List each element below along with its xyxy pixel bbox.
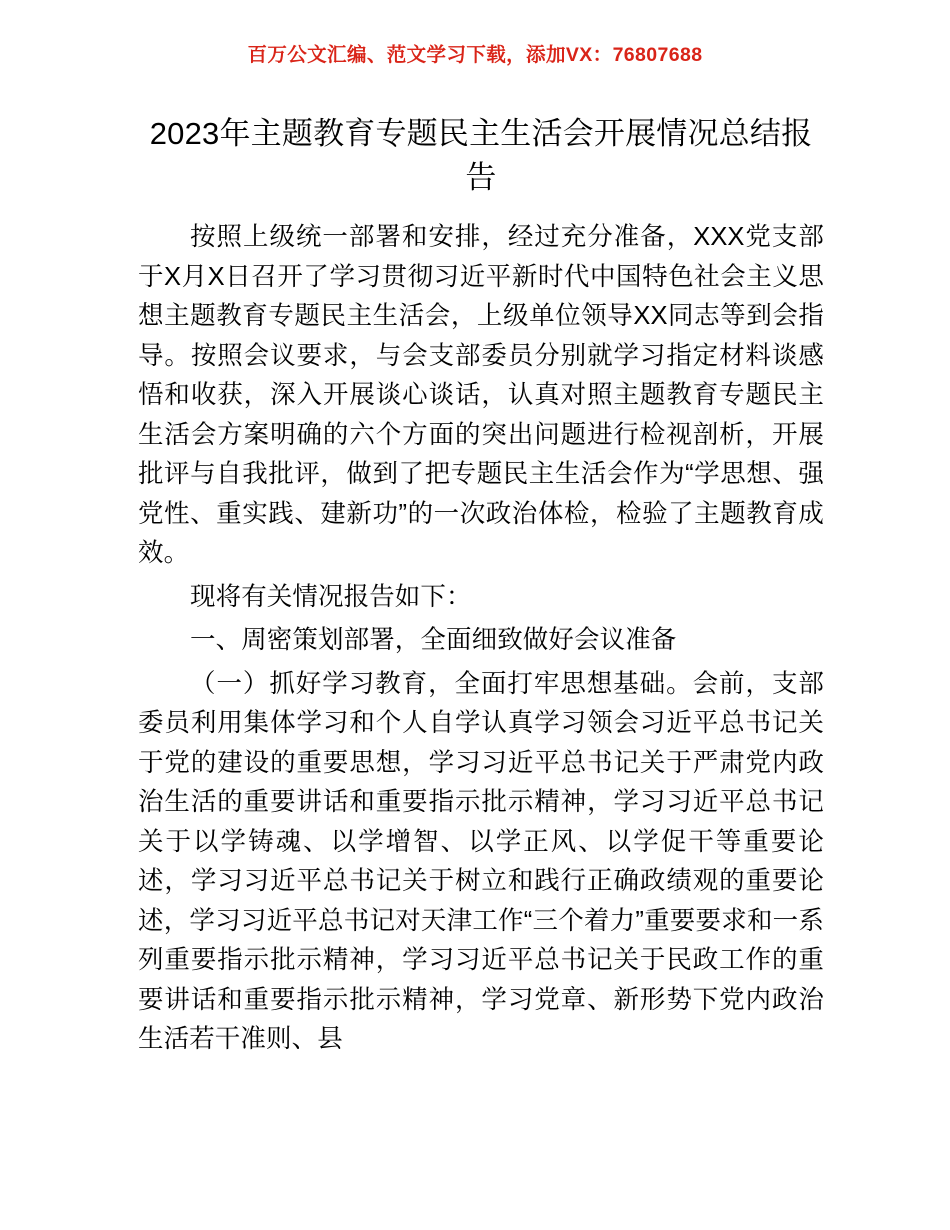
document-title: 2023年主题教育专题民主生活会开展情况总结报告 bbox=[149, 116, 813, 195]
paragraph-subsection-one-a: （一）抓好学习教育，全面打牢思想基础。会前，支部委员利用集体学习和个人自学认真学习领会习近平总书记关于党的建设的重要思想，学习习近平总书记关于严肃党内政治生活的重要讲话和重要指示批示精神，学习习近平总书记关于以学铸魂、以学增智、以学正风、以学促干等重要论述，学习习近平总书记关于树立和践行正确政绩观的重要论述，学习习近平总书记对天津工作“三个着力”重要要求和一系列重要指示批示精神，学习习近平总书记关于民政工作的重要讲话和重要指示批示精神，学习党章、新形势下党内政治生活若干准则、县 bbox=[138, 669, 824, 1053]
paragraph-opening-summary: 按照上级统一部署和安排，经过充分准备，XXX党支部于X月X日召开了学习贯彻习近平新时代中国特色社会主义思想主题教育专题民主生活会，上级单位领导XX同志等到会指导。按照会议要求，与会支部委员分别就学习指定材料谈感悟和收获，深入开展谈心谈话，认真对照主题教育专题民主生活会方案明确的六个方面的突出问题进行检视剖析，开展批评与自我批评，做到了把专题民主生活会作为“学思想、强党性、重实践、建新功”的一次政治体检，检验了主题教育成效。 bbox=[138, 223, 824, 567]
paragraph-report-lead-in: 现将有关情况报告如下： bbox=[190, 582, 472, 611]
promo-header-text: 百万公文汇编、范文学习下载，添加VX：76807688 bbox=[247, 44, 703, 66]
document-body bbox=[138, 112, 824, 1063]
heading-section-one: 一、周密策划部署，全面细致做好会议准备 bbox=[190, 626, 677, 654]
